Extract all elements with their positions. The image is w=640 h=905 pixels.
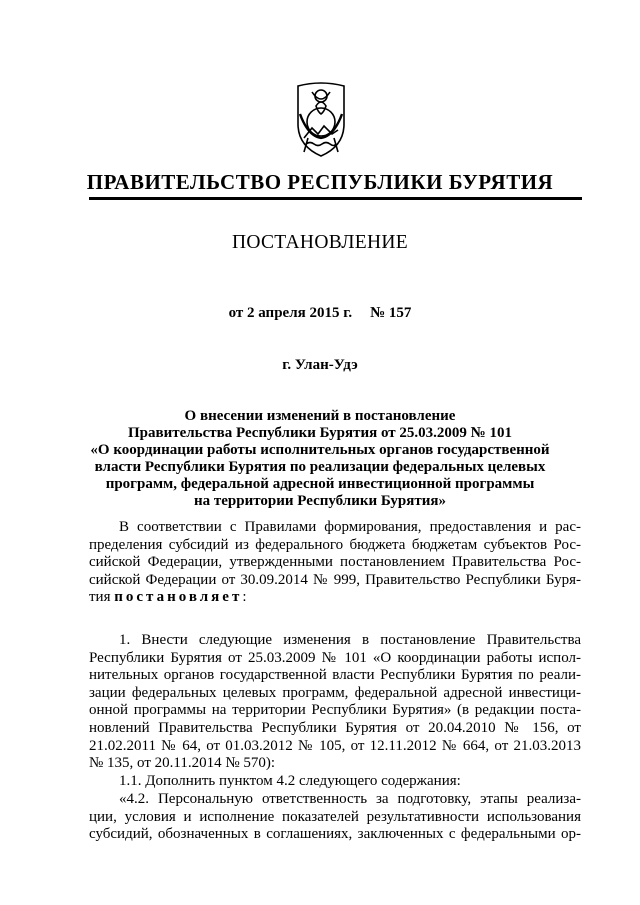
decree-word: постановляет — [114, 589, 243, 606]
date-number-line — [0, 305, 640, 322]
paragraph-line: № 135, от 20.11.2014 № 570): — [89, 755, 276, 772]
subject-line: «О координации работы исполнительных органов государственной — [90, 442, 550, 458]
header-rule — [89, 197, 582, 200]
subject-line: на территории Республики Бурятия» — [193, 493, 447, 509]
preamble-last-suffix: : — [242, 589, 247, 606]
preamble-paragraph — [89, 519, 581, 607]
paragraph-line: Республики Бурятия от 25.03.2009 № 101 «О координации работы испол- — [89, 649, 581, 666]
document-type: ПОСТАНОВЛЕНИЕ — [232, 232, 408, 253]
paragraph-line: 1. Внести следующие изменения в постановление Правительства — [119, 632, 581, 648]
item-4-2-paragraph — [89, 791, 581, 844]
subject-line: Правительства Республики Бурятия от 25.03.2009 № 101 — [127, 425, 512, 441]
paragraph-line: новлений Правительства Республики Бурятия от 20.04.2010 № 156, от — [89, 719, 581, 736]
government-title: ПРАВИТЕЛЬСТВО РЕСПУБЛИКИ БУРЯТИЯ — [86, 170, 554, 194]
document-number: № 157 — [370, 305, 412, 321]
document-date: от 2 апреля 2015 г. — [228, 305, 353, 321]
paragraph-line: В соответствии с Правилами формирования, предоставления и рас- — [119, 519, 581, 535]
paragraph-line: 1.1. Дополнить пунктом 4.2 следующего содержания: — [119, 773, 461, 789]
coat-of-arms-icon — [290, 72, 352, 162]
item-1-1-paragraph — [89, 773, 581, 791]
paragraph-line — [89, 589, 581, 607]
subject-line: программ, федеральной адресной инвестиционной программы — [105, 476, 535, 492]
paragraph-line: ции, условия и исполнение показателей результативности использования — [89, 808, 581, 825]
preamble-last-prefix: тия — [89, 589, 115, 606]
paragraph-line: зации федеральных целевых программ, федеральной адресной инвестици- — [89, 684, 581, 701]
paragraph-line: нительных органов государственной власти Республики Бурятия по реали- — [89, 667, 581, 684]
paragraph-line: 21.02.2011 № 64, от 01.03.2012 № 105, от 12.11.2012 № 664, от 21.03.2013 — [89, 737, 581, 754]
paragraph-line: субсидий, обозначенных в соглашениях, заключенных с федеральными ор- — [89, 826, 581, 843]
paragraph-line: сийской Федерации, утвержденными постановлением Правительства Рос- — [89, 554, 581, 571]
document-subject — [70, 408, 570, 510]
item-1-paragraph — [89, 632, 581, 773]
subject-line: власти Республики Бурятия по реализации федеральных целевых — [94, 459, 546, 475]
paragraph-line: онной программы на территории Республики Бурятия» (в редакции поста- — [89, 702, 581, 719]
subject-line: О внесении изменений в постановление — [184, 408, 456, 424]
document-city: г. Улан-Удэ — [282, 357, 358, 373]
paragraph-line: сийской Федерации от 30.09.2014 № 999, Правительство Республики Буря- — [89, 571, 581, 588]
paragraph-line: пределения субсидий из федерального бюджета бюджетам субъектов Рос- — [89, 536, 581, 553]
paragraph-line: «4.2. Персональную ответственность за подготовку, этапы реализа- — [119, 791, 581, 807]
